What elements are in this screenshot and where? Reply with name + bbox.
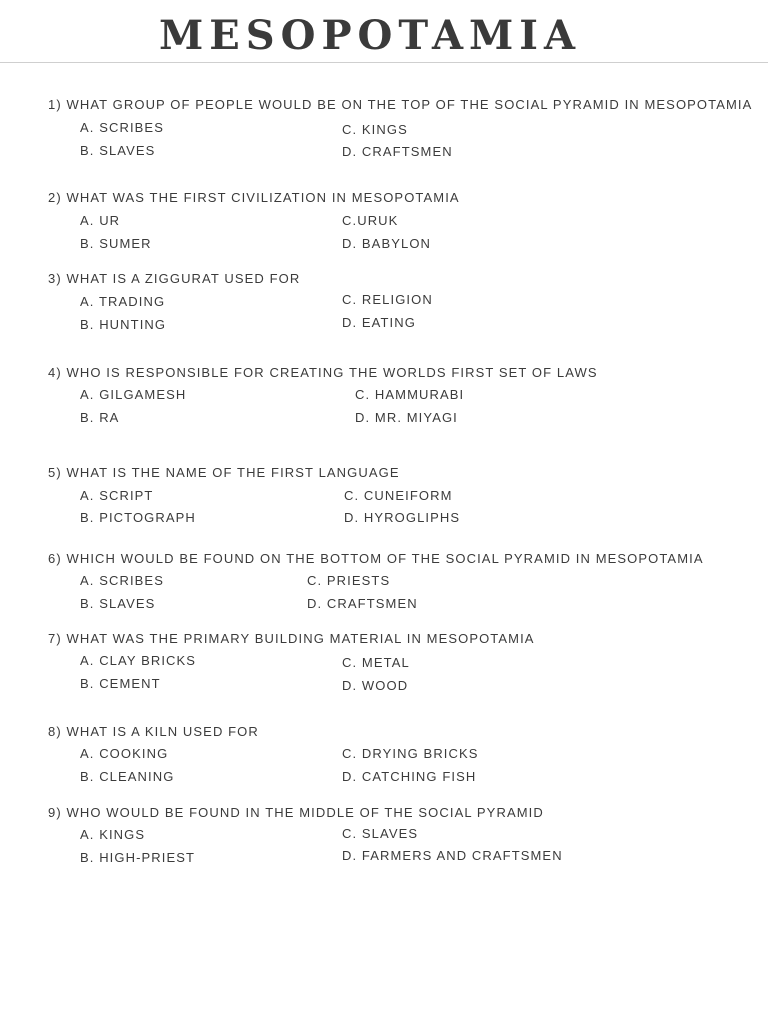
question-5-option-d: D. HYROGLIPHS — [344, 510, 461, 525]
page-title: MESOPOTAMIA — [158, 12, 582, 59]
question-2-option-a: A. UR — [80, 213, 121, 228]
question-9: 9) WHO WOULD BE FOUND IN THE MIDDLE OF THE SOCIAL PYRAMID — [48, 805, 544, 820]
question-9-option-a: A. KINGS — [80, 827, 146, 842]
question-2-option-c: C.URUK — [342, 213, 399, 228]
question-1-option-d: D. CRAFTSMEN — [342, 144, 453, 159]
question-4-option-c: C. HAMMURABI — [355, 387, 465, 402]
question-8-option-d: D. CATCHING FISH — [342, 769, 477, 784]
title-divider — [0, 62, 768, 63]
question-9-option-c: C. SLAVES — [342, 826, 419, 841]
question-8: 8) WHAT IS A KILN USED FOR — [48, 724, 259, 739]
question-3-option-d: D. EATING — [342, 315, 416, 330]
question-4: 4) WHO IS RESPONSIBLE FOR CREATING THE WORLDS FIRST SET OF LAWS — [48, 365, 598, 380]
question-2-option-d: D. BABYLON — [342, 236, 432, 251]
question-1-option-a: A. SCRIBES — [80, 120, 164, 135]
question-8-option-a: A. COOKING — [80, 746, 169, 761]
question-5-option-a: A. SCRIPT — [80, 488, 154, 503]
question-4-option-a: A. GILGAMESH — [80, 387, 187, 402]
question-4-option-d: D. MR. MIYAGI — [355, 410, 458, 425]
question-6-option-a: A. SCRIBES — [80, 573, 164, 588]
question-6-option-b: B. SLAVES — [80, 596, 156, 611]
question-1-option-c: C. KINGS — [342, 122, 408, 137]
question-2-option-b: B. SUMER — [80, 236, 152, 251]
question-4-option-b: B. RA — [80, 410, 120, 425]
question-7-option-b: B. CEMENT — [80, 676, 161, 691]
question-5: 5) WHAT IS THE NAME OF THE FIRST LANGUAGE — [48, 465, 400, 480]
question-8-option-b: B. CLEANING — [80, 769, 175, 784]
question-2: 2) WHAT WAS THE FIRST CIVILIZATION IN MESOPOTAMIA — [48, 190, 460, 205]
question-1-option-b: B. SLAVES — [80, 143, 156, 158]
question-6-option-d: D. CRAFTSMEN — [307, 596, 418, 611]
question-3: 3) WHAT IS A ZIGGURAT USED FOR — [48, 271, 301, 286]
question-3-option-a: A. TRADING — [80, 294, 166, 309]
question-7: 7) WHAT WAS THE PRIMARY BUILDING MATERIAL IN MESOPOTAMIA — [48, 631, 535, 646]
question-3-option-b: B. HUNTING — [80, 317, 167, 332]
question-9-option-d: D. FARMERS AND CRAFTSMEN — [342, 848, 563, 863]
question-9-option-b: B. HIGH-PRIEST — [80, 850, 196, 865]
question-5-option-c: C. CUNEIFORM — [344, 488, 453, 503]
question-7-option-c: C. METAL — [342, 655, 410, 670]
question-8-option-c: C. DRYING BRICKS — [342, 746, 479, 761]
question-5-option-b: B. PICTOGRAPH — [80, 510, 196, 525]
question-1: 1) WHAT GROUP OF PEOPLE WOULD BE ON THE TOP OF THE SOCIAL PYRAMID IN MESOPOTAMIA — [48, 97, 753, 112]
question-6-option-c: C. PRIESTS — [307, 573, 391, 588]
question-3-option-c: C. RELIGION — [342, 292, 433, 307]
question-6: 6) WHICH WOULD BE FOUND ON THE BOTTOM OF THE SOCIAL PYRAMID IN MESOPOTAMIA — [48, 551, 704, 566]
question-7-option-d: D. WOOD — [342, 678, 409, 693]
question-7-option-a: A. CLAY BRICKS — [80, 653, 197, 668]
